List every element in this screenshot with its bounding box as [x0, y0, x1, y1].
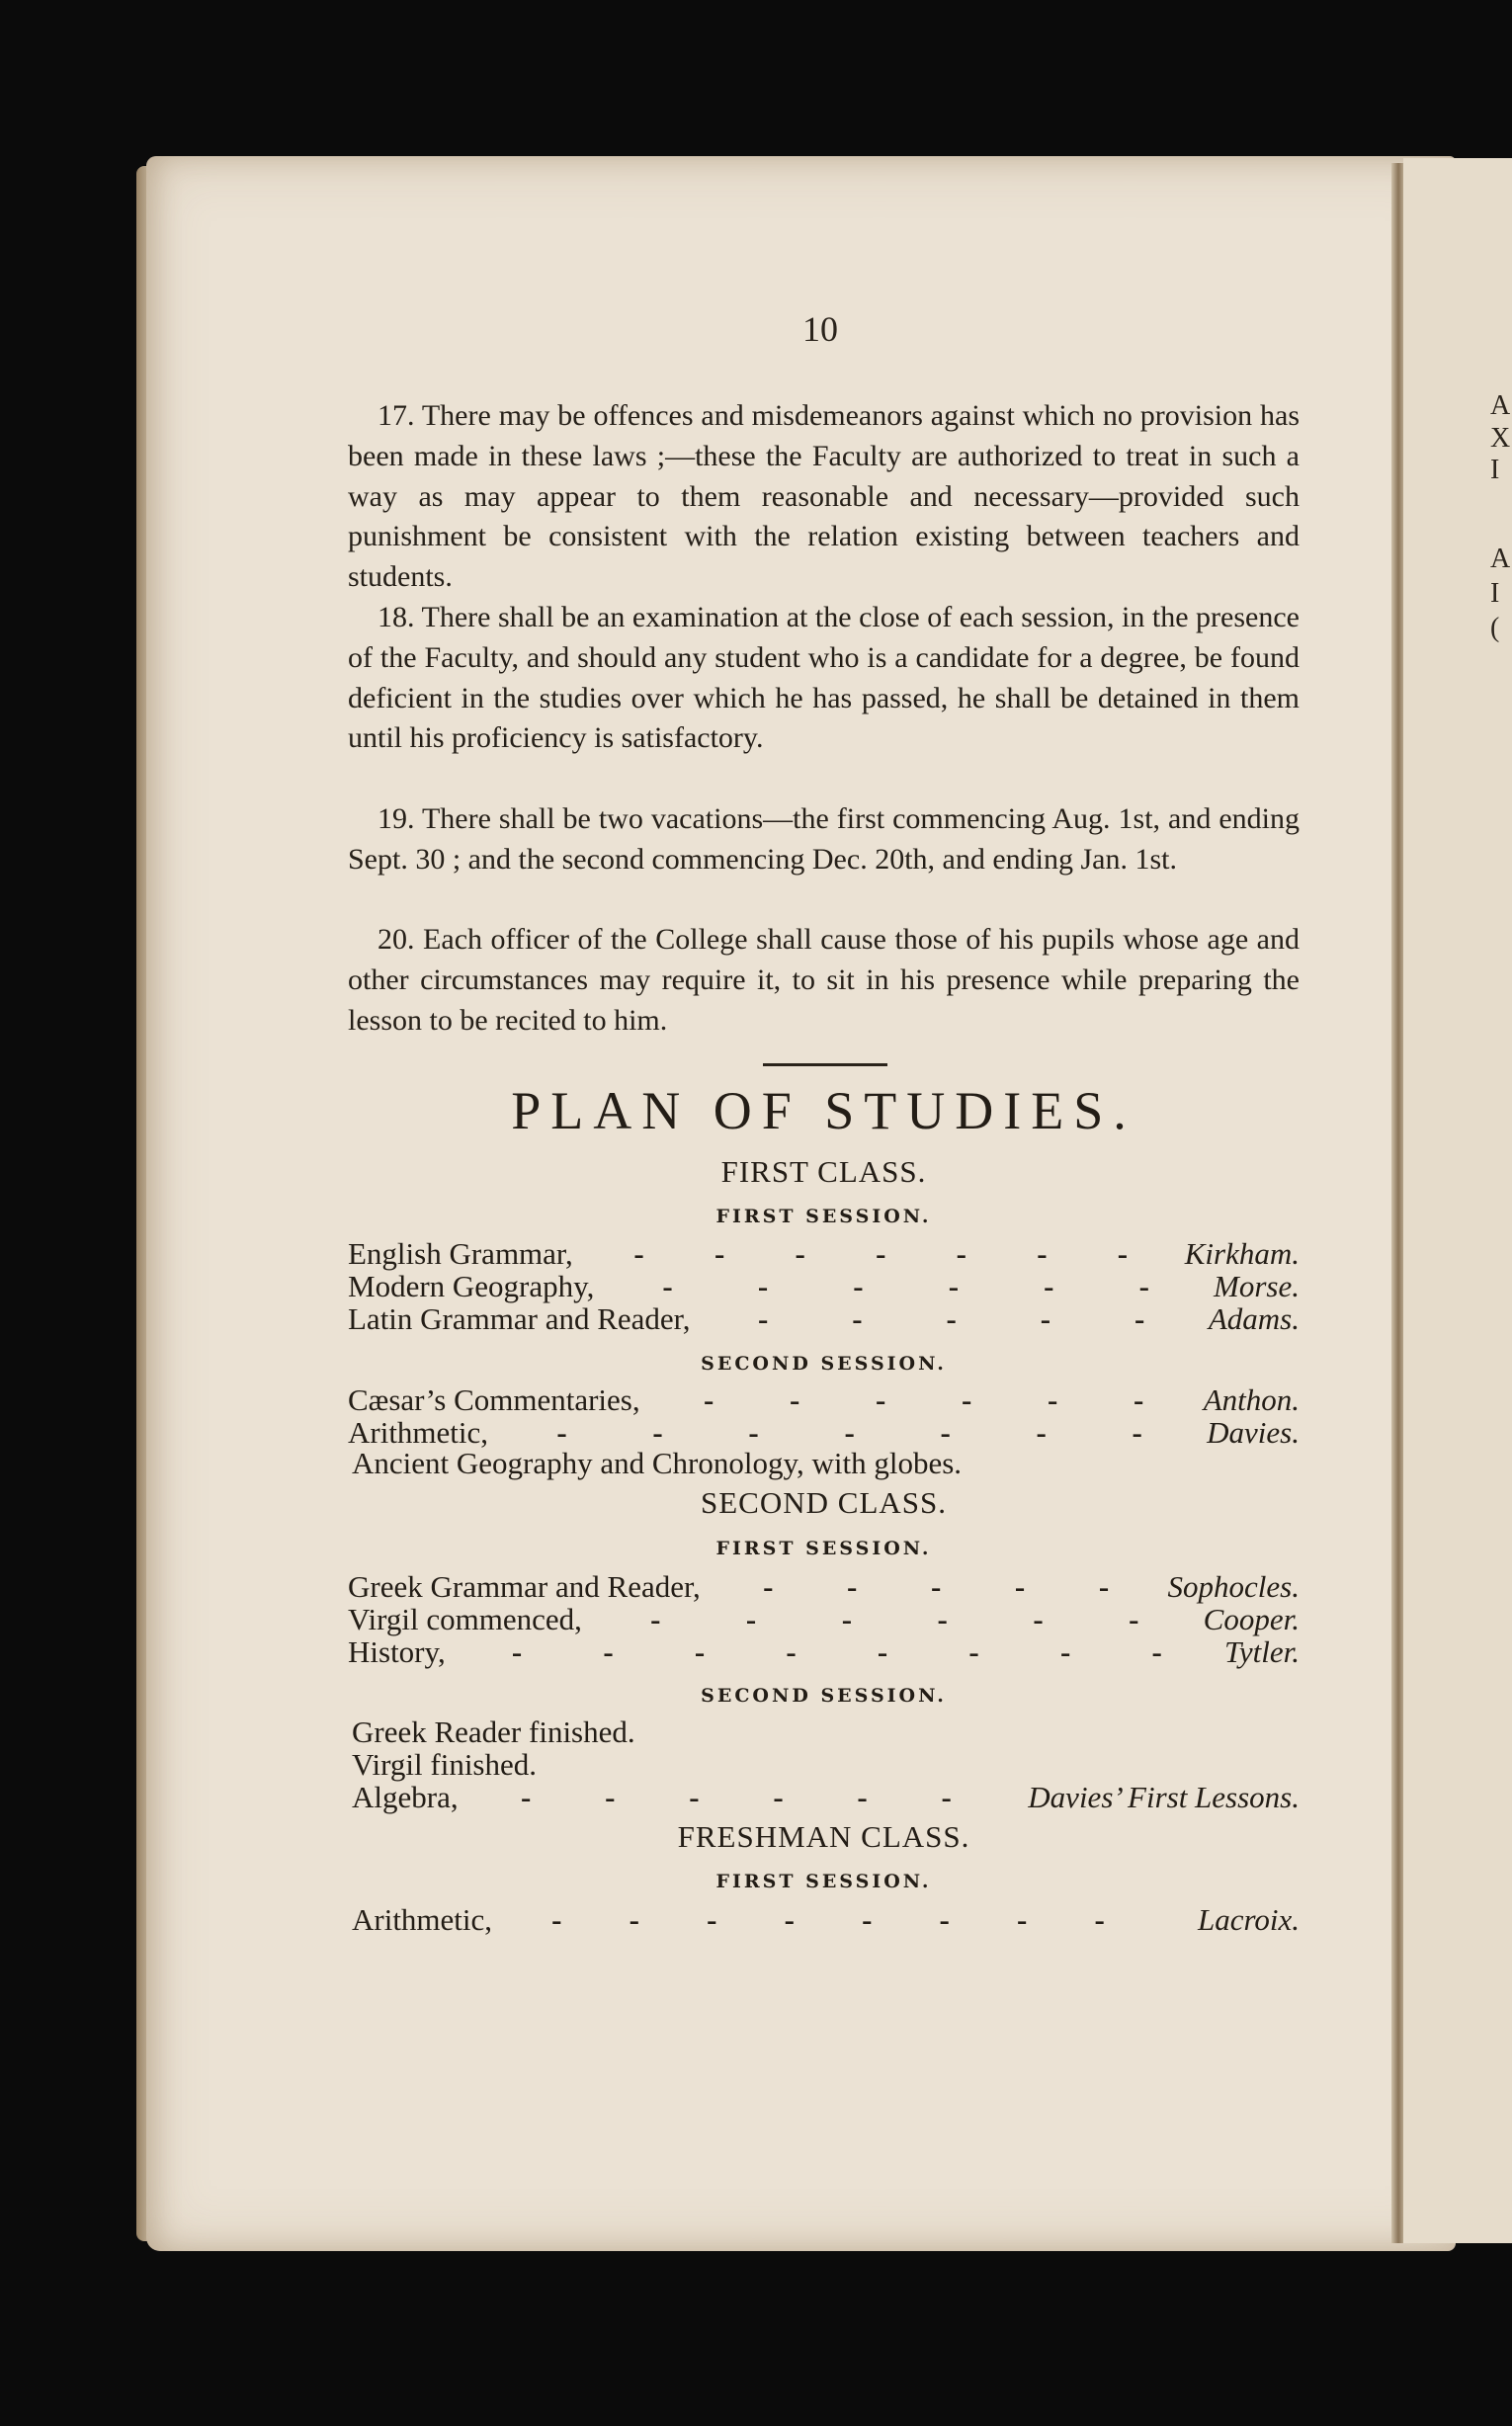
course-author: Anthon. — [1203, 1382, 1300, 1417]
class-heading: FIRST CLASS. — [720, 1154, 927, 1189]
rule-19 — [348, 799, 1300, 920]
course-row — [348, 1382, 1300, 1416]
course-row — [348, 1269, 1300, 1302]
session-heading: FIRST SESSION. — [715, 1871, 932, 1892]
rule-20 — [348, 920, 1300, 1041]
course-subject: Latin Grammar and Reader, — [348, 1301, 691, 1336]
course-author: Morse. — [1214, 1269, 1300, 1303]
course-subject: English Grammar, — [348, 1236, 573, 1271]
course-row — [348, 1301, 1300, 1335]
course-subject: Modern Geography, — [348, 1269, 595, 1303]
session-heading: SECOND SESSION. — [701, 1353, 947, 1375]
course-row — [348, 1569, 1300, 1603]
rule-text: There may be offences and misdemeanors against which no provision has been made in these laws ;—these the Faculty are authorized to treat in such a way as may appear to them reasonable and necessary—provided such punishment be consistent with the relation existing between teachers and students. — [348, 399, 1300, 594]
course-author: Kirkham. — [1184, 1236, 1300, 1271]
rule-number: 17. — [378, 399, 415, 432]
course-author: Lacroix. — [1197, 1902, 1300, 1937]
course-subject: Greek Grammar and Reader, — [348, 1569, 701, 1604]
dot-leader: - - - - - — [757, 1301, 1145, 1336]
rule-17 — [348, 396, 1300, 598]
course-subject: Cæsar’s Commentaries, — [348, 1382, 640, 1417]
dot-leader: - - - - - - — [662, 1269, 1149, 1303]
course-row — [348, 1634, 1300, 1668]
course-row — [348, 1602, 1300, 1635]
session-heading: FIRST SESSION. — [715, 1538, 932, 1559]
course-note: Virgil finished. — [352, 1747, 537, 1782]
course-subject: Virgil commenced, — [348, 1602, 582, 1636]
course-author: Adams. — [1208, 1301, 1300, 1336]
class-heading: SECOND CLASS. — [701, 1485, 947, 1520]
course-author: Tytler. — [1223, 1634, 1300, 1669]
dot-leader: - - - - - - - — [556, 1415, 1142, 1450]
course-author: Sophocles. — [1167, 1569, 1300, 1604]
dot-leader: - - - - - - - - — [551, 1902, 1105, 1937]
page-number: 10 — [802, 309, 838, 349]
section-divider — [763, 1063, 887, 1066]
session-heading: FIRST SESSION. — [715, 1206, 932, 1227]
rule-number: 20. — [378, 923, 415, 956]
rule-18 — [348, 598, 1300, 799]
rule-number: 18. — [378, 601, 415, 633]
course-author: Cooper. — [1203, 1602, 1300, 1636]
course-subject: Algebra, — [352, 1780, 459, 1814]
course-row — [348, 1415, 1300, 1449]
course-author: Davies’ First Lessons. — [1028, 1780, 1300, 1814]
dot-leader: - - - - - - — [520, 1780, 952, 1814]
course-author: Davies. — [1207, 1415, 1300, 1450]
rules-section — [348, 396, 1300, 1041]
course-subject: Arithmetic, — [352, 1902, 493, 1937]
dot-leader: - - - - - — [763, 1569, 1110, 1604]
course-subject: History, — [348, 1634, 446, 1669]
rule-text: There shall be two vacations—the first commencing Aug. 1st, and ending Sept. 30 ; and the second commencing Dec. 20th, and ending Jan. 1st. — [348, 802, 1300, 876]
course-row — [352, 1902, 1300, 1936]
class-heading: FRESHMAN CLASS. — [677, 1819, 970, 1854]
session-heading: SECOND SESSION. — [701, 1685, 947, 1707]
dot-leader: - - - - - - — [703, 1382, 1144, 1417]
rule-text: There shall be an examination at the close of each session, in the presence of the Faculty, and should any student who is a candidate for a degree, be found deficient in the studies over which he has passed, he shall be detained in them until his proficiency is satisfactory. — [348, 601, 1300, 755]
rule-text: Each officer of the College shall cause those of his pupils whose age and other circumstances may require it, to sit in his presence while preparing the lesson to be recited to him. — [348, 923, 1300, 1037]
course-note: Greek Reader finished. — [352, 1715, 635, 1749]
plan-title: PLAN OF STUDIES. — [511, 1081, 1136, 1140]
rule-number: 19. — [378, 802, 415, 835]
dot-leader: - - - - - - - — [633, 1236, 1129, 1271]
course-row — [352, 1780, 1300, 1813]
course-row — [348, 1236, 1300, 1270]
dot-leader: - - - - - - - - — [511, 1634, 1162, 1669]
dot-leader: - - - - - - — [650, 1602, 1139, 1636]
course-subject: Arithmetic, — [348, 1415, 489, 1450]
course-note: Ancient Geography and Chronology, with globes. — [352, 1446, 963, 1480]
